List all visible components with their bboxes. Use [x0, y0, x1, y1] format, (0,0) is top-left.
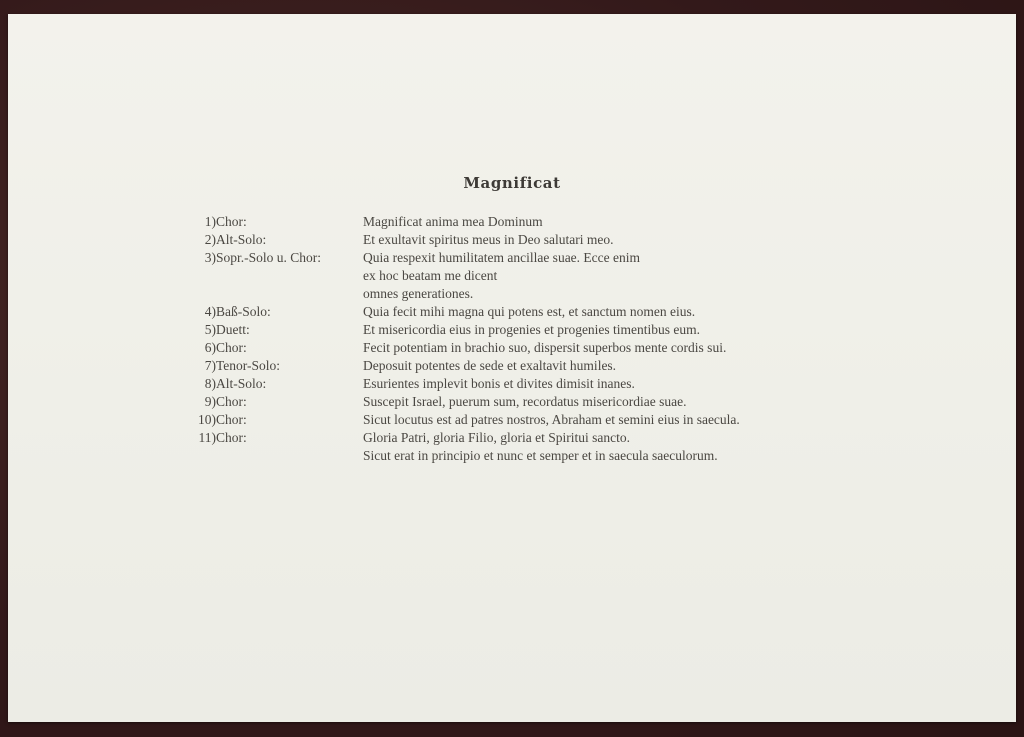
movement-text: Et misericordia eius in progenies et progenies timentibus eum. [363, 322, 701, 337]
movement-row [8, 214, 1016, 232]
movement-row [8, 304, 1016, 322]
movement-text: Sicut locutus est ad patres nostros, Abraham et semini eius in saecula. [363, 412, 740, 427]
movement-text: ex hoc beatam me dicent [363, 268, 498, 283]
movement-voice: Chor: [216, 430, 247, 445]
movement-text: Quia respexit humilitatem ancillae suae. Ecce enim [363, 250, 641, 265]
movement-number: 1) [204, 214, 216, 229]
movement-text: Sicut erat in principio et nunc et semper et in saecula saeculorum. [363, 448, 718, 463]
movement-number: 6) [204, 340, 216, 355]
movement-voice: Alt-Solo: [216, 376, 267, 391]
movement-text: Suscepit Israel, puerum sum, recordatus misericordiae suae. [363, 394, 687, 409]
movement-row [8, 394, 1016, 412]
movement-number: 2) [204, 232, 216, 247]
movement-row [8, 412, 1016, 430]
movement-text: Et exultavit spiritus meus in Deo salutari meo. [363, 232, 614, 247]
movement-row-continuation [8, 448, 1016, 466]
movement-text: Esurientes implevit bonis et divites dimisit inanes. [363, 376, 635, 391]
movement-voice: Chor: [216, 340, 247, 355]
movement-number: 11) [198, 430, 216, 445]
movement-row [8, 250, 1016, 268]
movement-voice: Sopr.-Solo u. Chor: [216, 250, 322, 265]
movement-text: Magnificat anima mea Dominum [363, 214, 543, 229]
movement-row-continuation [8, 286, 1016, 304]
movement-row [8, 376, 1016, 394]
movement-number: 4) [204, 304, 216, 319]
movement-row [8, 340, 1016, 358]
movement-voice: Duett: [216, 322, 250, 337]
movement-text: omnes generationes. [363, 286, 474, 301]
movement-number: 8) [204, 376, 216, 391]
movement-voice: Baß-Solo: [216, 304, 271, 319]
movement-row [8, 232, 1016, 250]
movement-row [8, 358, 1016, 376]
movement-voice: Chor: [216, 394, 247, 409]
movement-number: 7) [204, 358, 216, 373]
movement-row-continuation [8, 268, 1016, 286]
movement-voice: Alt-Solo: [216, 232, 267, 247]
movement-text: Deposuit potentes de sede et exaltavit humiles. [363, 358, 617, 373]
movement-row [8, 430, 1016, 448]
movement-voice: Chor: [216, 412, 247, 427]
movement-voice: Tenor-Solo: [216, 358, 281, 373]
movement-number: 9) [204, 394, 216, 409]
printed-page [8, 14, 1016, 722]
movement-text: Fecit potentiam in brachio suo, dispersit superbos mente cordis sui. [363, 340, 727, 355]
movement-text: Gloria Patri, gloria Filio, gloria et Spiritui sancto. [363, 430, 630, 445]
movement-number: 3) [204, 250, 216, 265]
movement-voice: Chor: [216, 214, 247, 229]
movement-row [8, 322, 1016, 340]
movement-text: Quia fecit mihi magna qui potens est, et sanctum nomen eius. [363, 304, 696, 319]
movement-number: 5) [204, 322, 216, 337]
page-title: Magnificat [463, 174, 561, 192]
movement-number: 10) [198, 412, 216, 427]
